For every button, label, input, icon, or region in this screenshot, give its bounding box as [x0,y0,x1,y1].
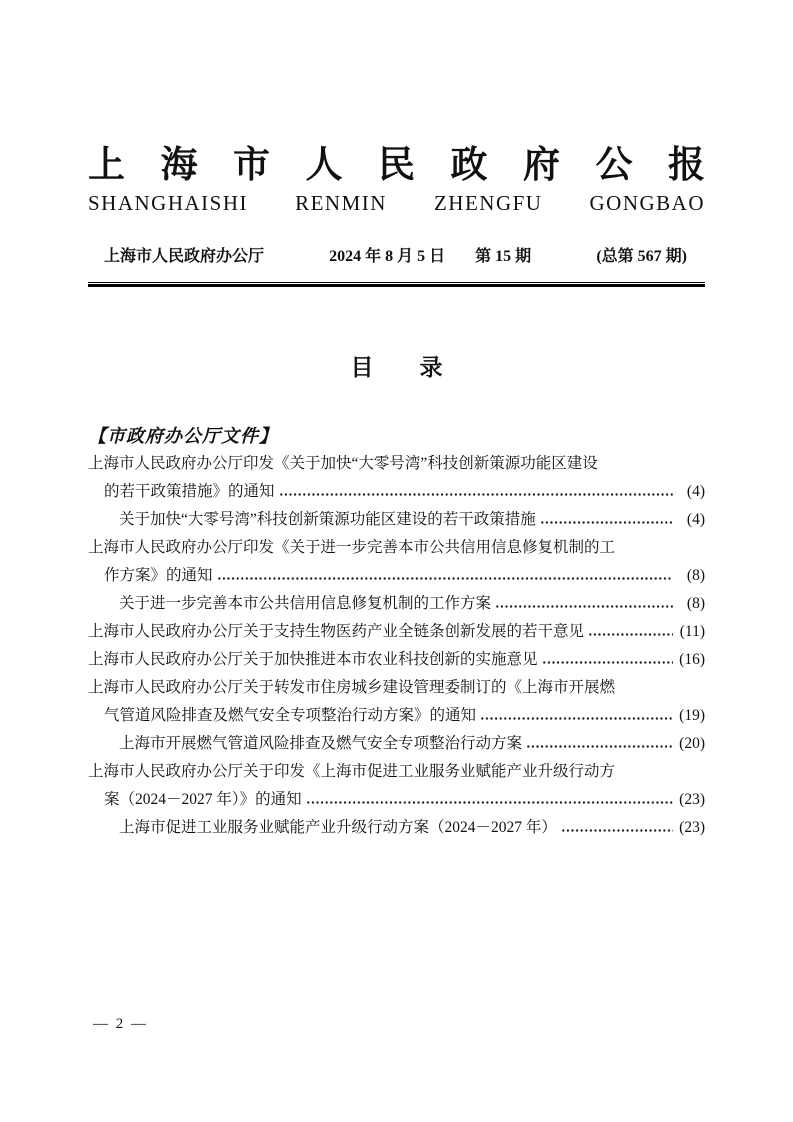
toc-page-number: (16) [679,651,705,668]
romanization-word: GONGBAO [589,191,705,215]
toc-line [88,478,705,506]
title-char: 民 [378,145,415,186]
toc-entry-text: 作方案》的通知 [104,567,213,584]
dot-leader [305,786,673,814]
toc-line [88,758,705,786]
page-content [88,142,705,842]
toc-entry-text: 上海市促进工业服务业赋能产业升级行动方案（2024－2027 年） [119,819,557,836]
toc-page-number: (20) [679,735,705,752]
toc-heading: 目 录 [350,355,443,380]
toc-section-header: 【市政府办公厅文件】 [88,426,278,446]
title-char: 府 [523,145,560,186]
toc-line [88,786,705,814]
dot-leader [494,590,673,618]
issue-date: 2024 年 8 月 5 日 [329,248,446,265]
title-char: 海 [160,145,198,186]
romanization-word: SHANGHAISHI [88,191,249,215]
dot-leader [560,814,673,842]
publisher-name: 上海市人民政府办公厅 [104,248,265,265]
toc-line [88,730,705,758]
toc-line [88,534,705,562]
romanization-word: ZHENGFU [433,191,543,215]
toc-entry-text: 上海市人民政府办公厅关于支持生物医药产业全链条创新发展的若干意见 [88,623,585,640]
toc-line [88,590,705,618]
title-char: 市 [233,145,270,186]
dot-leader [525,730,673,758]
masthead-romanization [88,190,705,216]
title-char: 政 [450,145,488,186]
toc-entry-text: 上海市人民政府办公厅关于转发市住房城乡建设管理委制订的《上海市开展燃 [88,679,616,696]
toc-page-number: (11) [679,623,705,640]
toc-line [88,674,705,702]
toc-entry-text: 案（2024－2027 年）》的通知 [104,791,302,808]
masthead-title [88,142,705,190]
title-char: 报 [668,145,705,186]
toc-line [88,506,705,534]
toc-entry-text: 上海市人民政府办公厅关于加快推进本市农业科技创新的实施意见 [88,651,538,668]
toc-line [88,450,705,478]
dot-leader [539,506,673,534]
toc-line [88,646,705,674]
toc-page-number: (19) [679,707,705,724]
dot-leader [587,618,673,646]
toc-line [88,618,705,646]
issue-info-row [88,246,705,268]
title-char: 公 [595,145,633,186]
dot-leader [541,646,673,674]
title-char: 人 [305,145,343,186]
issue-number: 第 15 期 [475,248,532,265]
toc-line [88,702,705,730]
cumulative-issue-number: (总第 567 期) [596,248,687,265]
masthead-divider-rule [88,282,705,287]
toc-page-number: (8) [686,595,705,612]
toc-page-number: (4) [686,511,705,528]
toc-page-number: (23) [679,791,705,808]
romanization-word: RENMIN [295,191,387,215]
dot-leader [278,478,673,506]
toc-line [88,814,705,842]
toc-entry-text: 的若干政策措施》的通知 [104,483,275,500]
toc-entry-text: 上海市人民政府办公厅印发《关于加快“大零号湾”科技创新策源功能区建设 [88,455,598,472]
toc-page-number: (8) [686,567,705,584]
toc-entry-text: 气管道风险排查及燃气安全专项整治行动方案》的通知 [104,707,477,724]
dot-leader [216,562,673,590]
toc-list [88,450,705,842]
toc-entry-text: 关于加快“大零号湾”科技创新策源功能区建设的若干政策措施 [119,511,536,528]
toc-entry-text: 上海市人民政府办公厅印发《关于进一步完善本市公共信用信息修复机制的工 [88,539,616,556]
toc-line [88,562,705,590]
toc-entry-text: 上海市开展燃气管道风险排查及燃气安全专项整治行动方案 [119,735,523,752]
toc-page-number: (4) [686,483,705,500]
toc-entry-text: 上海市人民政府办公厅关于印发《上海市促进工业服务业赋能产业升级行动方 [88,763,616,780]
toc-page-number: (23) [679,819,705,836]
dot-leader [479,702,673,730]
title-char: 上 [88,145,125,186]
toc-entry-text: 关于进一步完善本市公共信用信息修复机制的工作方案 [119,595,492,612]
page-footer-number: — 2 — [93,1016,148,1032]
